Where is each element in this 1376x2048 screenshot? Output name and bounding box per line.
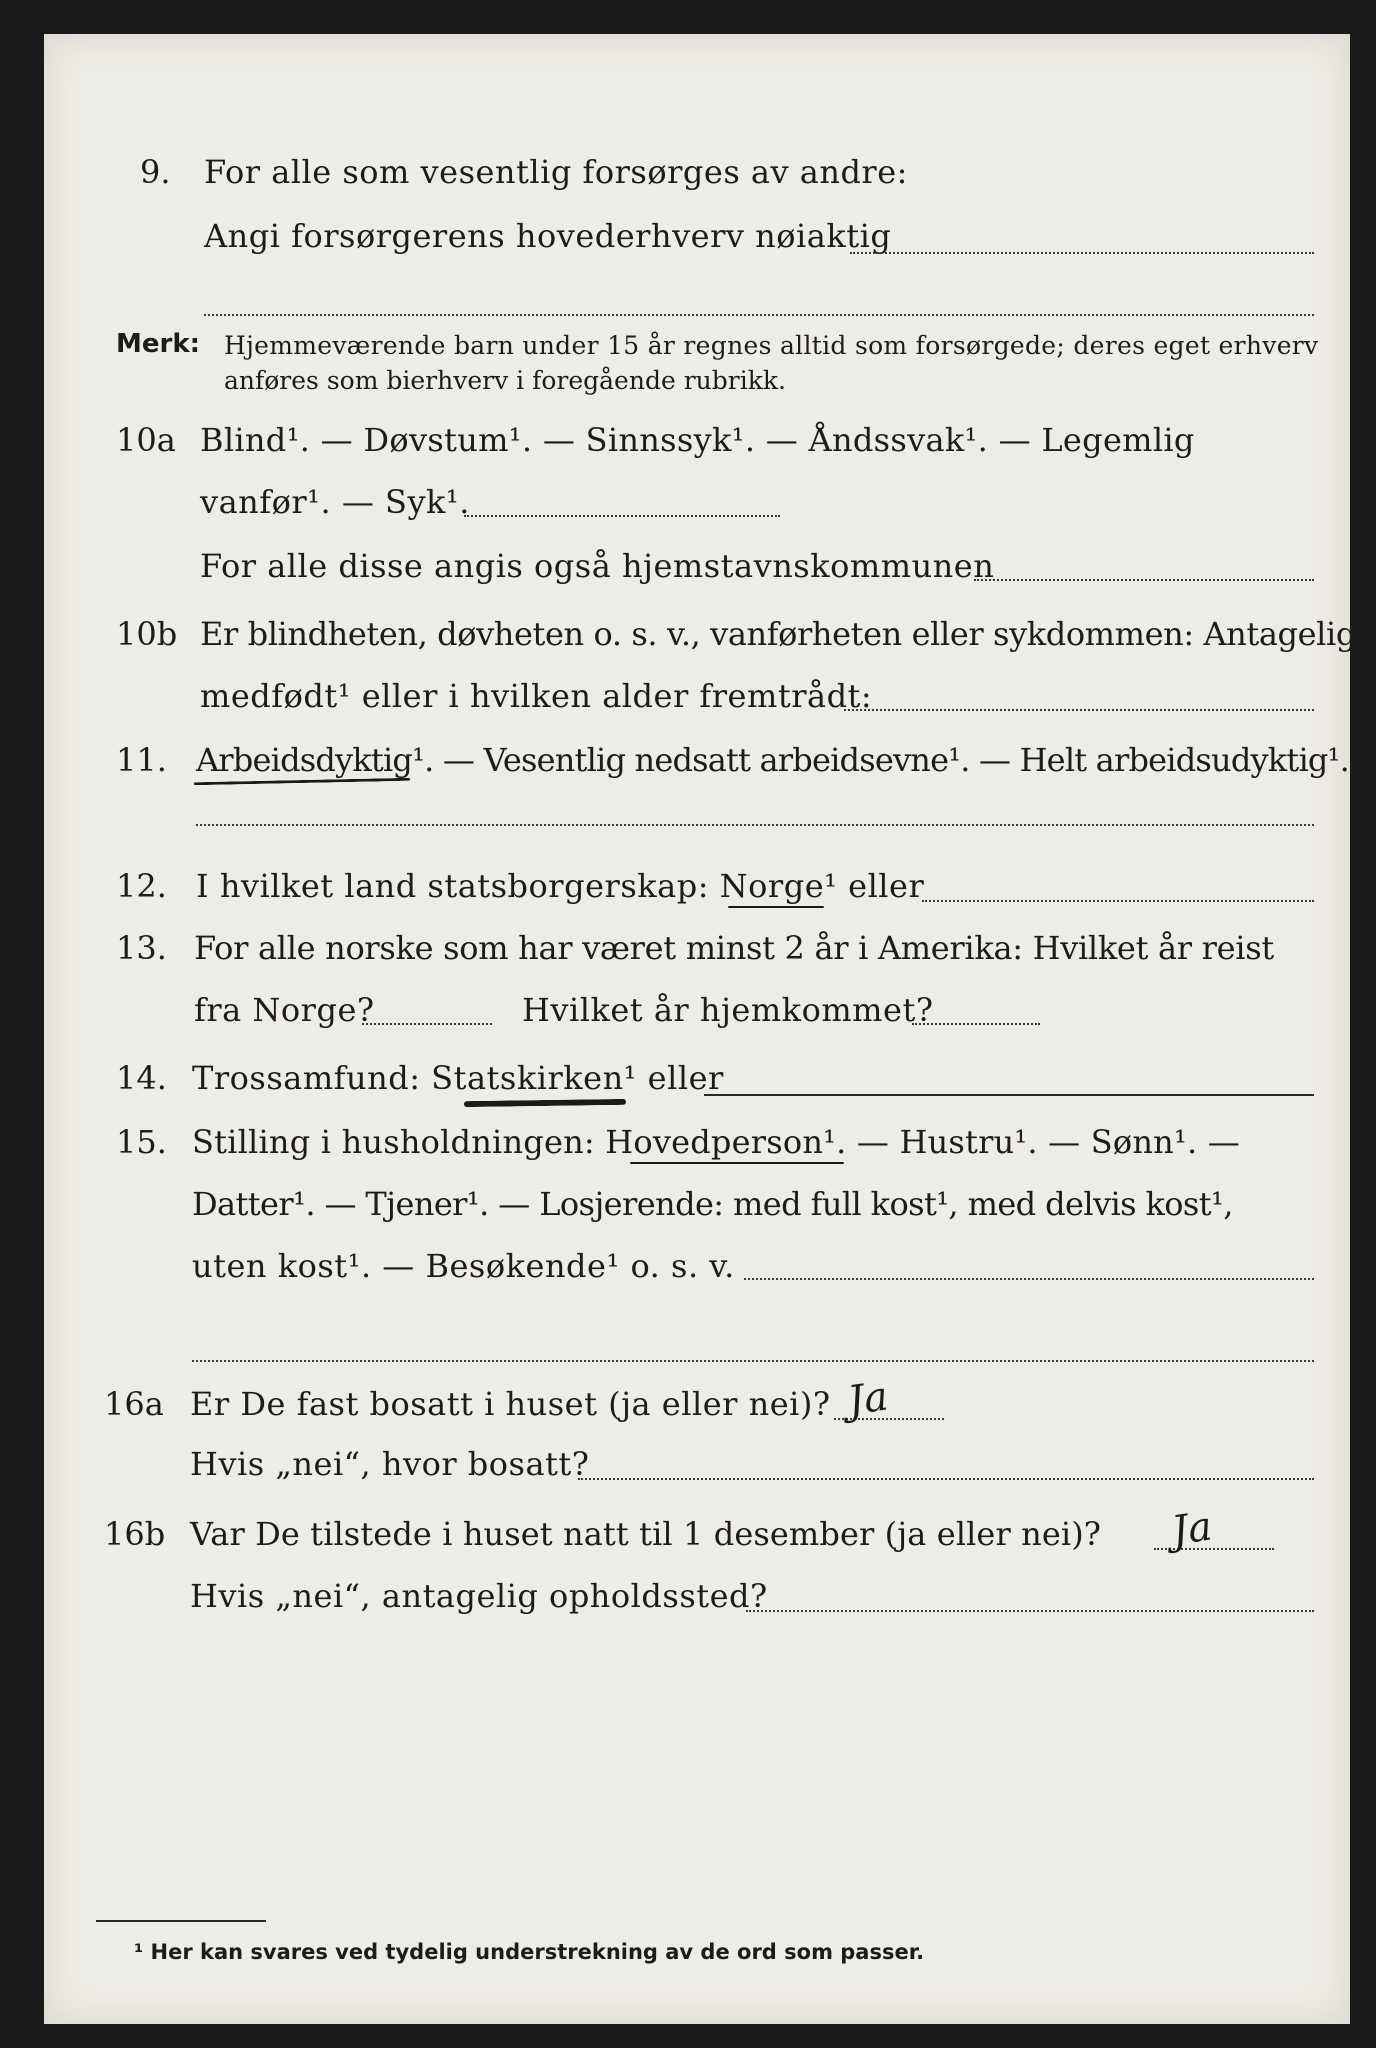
merk-label: Merk:: [116, 329, 201, 359]
q10b-number: 10b: [116, 615, 178, 653]
q13-line1: For alle norske som har været minst 2 år i Amerika: Hvilket år reist: [194, 929, 1274, 967]
q10b-line2: medfødt¹ eller i hvilken alder fremtrådt:: [200, 677, 873, 715]
q14-number: 14.: [116, 1059, 167, 1097]
q9-number: 9.: [140, 153, 171, 191]
q16b-line2: Hvis „nei“, antagelig opholdssted?: [190, 1577, 768, 1615]
q15-line1: Stilling i husholdningen: Hovedperson¹. — Hustru¹. — Sønn¹. —: [192, 1123, 1240, 1161]
q12-number: 12.: [116, 867, 167, 905]
q9-answer-line[interactable]: [850, 252, 1314, 254]
q16b-number: 16b: [104, 1515, 166, 1553]
q15-line2: Datter¹. — Tjener¹. — Losjerende: med full kost¹, med delvis kost¹,: [192, 1185, 1233, 1223]
q14-answer-line[interactable]: [704, 1094, 1314, 1096]
q9-answer-line-2[interactable]: [204, 314, 1314, 316]
q10a-hjemstavn-line[interactable]: [974, 579, 1314, 581]
q10a-number: 10a: [116, 421, 176, 459]
q14-line1: Trossamfund: Statskirken¹ eller: [192, 1059, 724, 1097]
footnote-rule: [96, 1920, 266, 1922]
q11-line1: Arbeidsdyktig¹. — Vesentlig nedsatt arbeidsevne¹. — Helt arbeidsudyktig¹.: [196, 741, 1349, 779]
q9-line1: For alle som vesentlig forsørges av andre:: [204, 153, 908, 191]
q16a-line1: Er De fast bosatt i huset (ja eller nei)?: [190, 1385, 831, 1423]
merk-line2: anføres som bierhverv i foregående rubrikk.: [224, 366, 786, 395]
q11-number: 11.: [116, 741, 167, 779]
q16a-number: 16a: [104, 1385, 164, 1423]
q10a-line3: For alle disse angis også hjemstavnskommunen: [200, 547, 995, 585]
census-form-page: [44, 34, 1356, 2024]
q16b-opholdssted-answer-line[interactable]: [746, 1610, 1314, 1612]
q15-answer-line[interactable]: [744, 1278, 1314, 1280]
q16a-handwritten-answer: Ja: [844, 1373, 891, 1425]
q10b-line1: Er blindheten, døvheten o. s. v., vanførheten eller sykdommen: Antagelig: [200, 615, 1356, 653]
q15-line3: uten kost¹. — Besøkende¹ o. s. v.: [192, 1247, 735, 1285]
q16b-handwritten-answer: Ja: [1168, 1503, 1215, 1555]
q13-line2b: Hvilket år hjemkommet?: [522, 991, 934, 1029]
q12-line1: I hvilket land statsborgerskap: Norge¹ eller: [196, 867, 925, 905]
q15-number: 15.: [116, 1123, 167, 1161]
merk-line1: Hjemmeværende barn under 15 år regnes alltid som forsørgede; deres eget erhverv: [224, 331, 1319, 360]
q13-number: 13.: [116, 929, 167, 967]
q13-reist-answer-line[interactable]: [362, 1023, 492, 1025]
q15-hovedperson-underline: [630, 1162, 844, 1164]
q10a-line2: vanfør¹. — Syk¹.: [200, 483, 470, 521]
q13-hjemkommet-answer-line[interactable]: [912, 1023, 1040, 1025]
q9-line2: Angi forsørgerens hovederhverv nøiaktig: [204, 217, 892, 255]
q16b-line1: Var De tilstede i huset natt til 1 desember (ja eller nei)?: [190, 1515, 1102, 1553]
q12-answer-line[interactable]: [922, 900, 1314, 902]
q10a-line1: Blind¹. — Døvstum¹. — Sinnssyk¹. — Åndssvak¹. — Legemlig: [200, 421, 1195, 459]
q15-answer-line-2[interactable]: [192, 1360, 1314, 1362]
q10a-answer-line[interactable]: [464, 515, 780, 517]
q12-norge-underline: [728, 906, 824, 908]
q11-answer-line[interactable]: [196, 824, 1314, 826]
q13-line2a: fra Norge?: [194, 991, 375, 1029]
q16a-line2: Hvis „nei“, hvor bosatt?: [190, 1445, 590, 1483]
q16a-hvor-answer-line[interactable]: [578, 1478, 1314, 1480]
q14-statskirken-underline: [464, 1099, 626, 1107]
q10b-answer-line[interactable]: [844, 709, 1314, 711]
footnote: ¹ Her kan svares ved tydelig understrekning av de ord som passer.: [134, 1940, 925, 1964]
